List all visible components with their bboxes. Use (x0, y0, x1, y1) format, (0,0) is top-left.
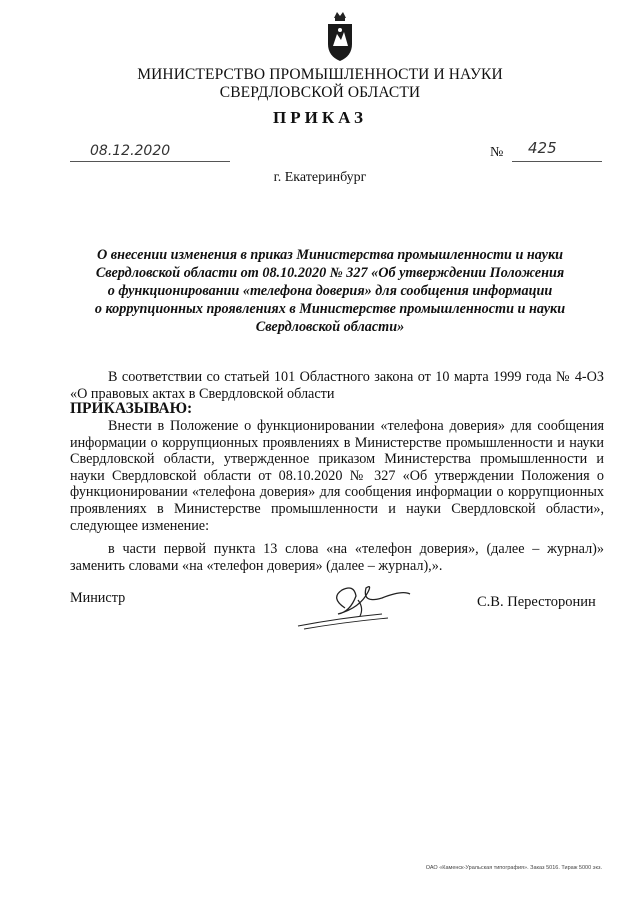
city-name: г. Екатеринбург (273, 170, 367, 185)
document-date: 08.12.2020 (90, 143, 171, 159)
document-heading (60, 246, 600, 336)
number-underline (512, 161, 602, 162)
signer-name: С.В. Пересторонин (477, 594, 596, 610)
heading-line: Свердловской области» (255, 319, 405, 335)
heading-line: о функционировании «телефона доверия» для сообщения информации (107, 283, 553, 299)
document-number: 425 (528, 139, 557, 157)
heading-line: о коррупционных проявлениях в Министерстве промышленности и науки (94, 301, 566, 317)
date-underline (70, 161, 230, 162)
number-label: № (490, 145, 504, 160)
handwritten-signature (290, 578, 420, 630)
order-paragraph-1: Внести в Положение о функционировании «телефона доверия» для сообщения информации о коррупционных проявлениях в Министерстве промышленности и науки Свердловской области, утвержденное приказом Министерства промышленности и науки Свердловской области от 08.10.2020 № 327 «Об утверждении Положения о функционировании «телефона доверия» для сообщения информации о коррупционных проявлениях в Министерстве промышленности и науки Свердловской области», следующее изменение: (70, 418, 604, 534)
order-paragraph-2: в части первой пункта 13 слова «на «телефон доверия», (далее – журнал)» заменить словами «на «телефон доверия» (далее – журнал),». (70, 541, 604, 574)
signer-title: Министр (70, 590, 126, 606)
preamble-paragraph: В соответствии со статьей 101 Областного закона от 10 марта 1999 года № 4-ОЗ «О правовых актах в Свердловской области (70, 369, 604, 402)
heading-line: Свердловской области от 08.10.2020 № 327 «Об утверждении Положения (95, 265, 565, 281)
heading-line: О внесении изменения в приказ Министерства промышленности и науки (96, 247, 564, 263)
ministry-name-line1: МИНИСТЕРСТВО ПРОМЫШЛЕННОСТИ И НАУКИ (137, 66, 503, 83)
print-footer: ОАО «Каменск-Уральская типография». Заказ 5016. Тираж 5000 экз. (425, 865, 602, 871)
document-type-title: ПРИКАЗ (273, 108, 367, 127)
coat-of-arms-emblem (325, 8, 355, 62)
ministry-name-line2: СВЕРДЛОВСКОЙ ОБЛАСТИ (219, 84, 421, 101)
orders-word: ПРИКАЗЫВАЮ: (70, 400, 193, 417)
